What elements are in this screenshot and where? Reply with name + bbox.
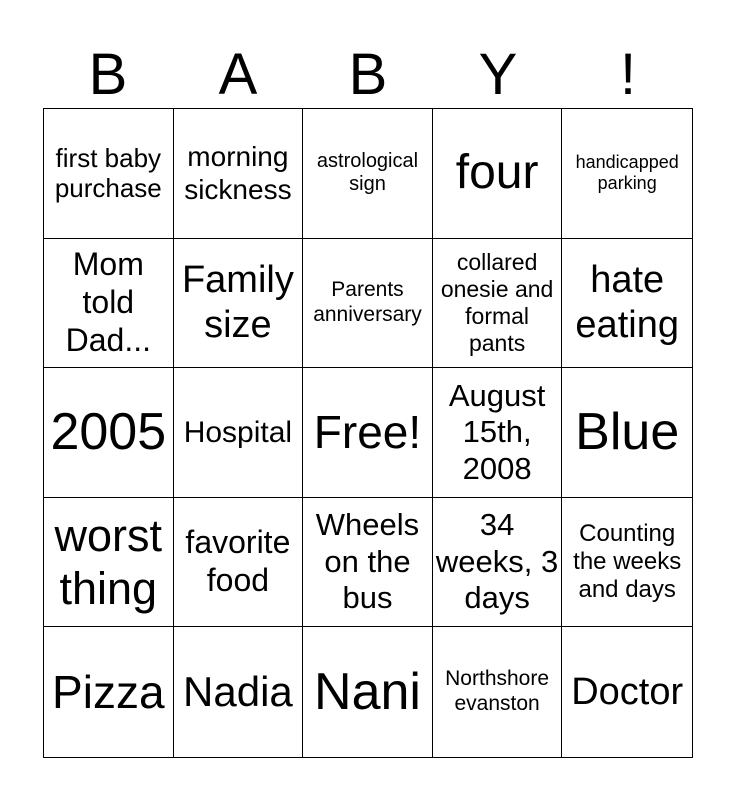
- header-letter-b2: B: [348, 42, 388, 107]
- bingo-cell-text: August 15th, 2008: [448, 377, 546, 486]
- bingo-cell[interactable]: [433, 239, 563, 369]
- bingo-cell[interactable]: [303, 239, 433, 369]
- bingo-cell-text: Nani: [314, 662, 421, 721]
- bingo-cell-text: Nadia: [183, 668, 293, 716]
- bingo-cell[interactable]: [44, 498, 174, 628]
- bingo-cell-text: 34 weeks, 3 days: [435, 507, 559, 616]
- bingo-cell-text: favorite food: [185, 524, 291, 599]
- bingo-cell-text: Mom told Dad...: [65, 246, 151, 358]
- bingo-cell[interactable]: [433, 368, 563, 498]
- bingo-cell[interactable]: [303, 498, 433, 628]
- bingo-cell-text: astrological sign: [316, 149, 419, 196]
- bingo-cell-text: morning sickness: [184, 141, 292, 206]
- bingo-board: [43, 108, 693, 758]
- header-letter-b: B: [88, 42, 128, 107]
- bingo-cell[interactable]: [44, 368, 174, 498]
- bingo-header: [43, 42, 693, 108]
- bingo-cell-text: worst thing: [54, 510, 163, 615]
- bingo-cell-text: first baby purchase: [54, 142, 162, 204]
- bingo-cell[interactable]: [562, 368, 692, 498]
- bingo-cell[interactable]: [433, 498, 563, 628]
- bingo-cell-text: Free!: [313, 406, 422, 459]
- bingo-cell-text: Wheels on the bus: [315, 507, 420, 616]
- bingo-cell-text: Hospital: [183, 415, 293, 449]
- bingo-cell-text: Parents anniversary: [313, 278, 422, 326]
- bingo-cell[interactable]: [174, 498, 304, 628]
- bingo-cell-text: collared onesie and formal pants: [440, 248, 554, 357]
- bingo-cell-text: Doctor: [571, 670, 684, 713]
- header-letter-a: A: [218, 42, 258, 107]
- bingo-cell[interactable]: [433, 109, 563, 239]
- bingo-cell[interactable]: [174, 109, 304, 239]
- bingo-cell[interactable]: [44, 109, 174, 239]
- bingo-cell[interactable]: [174, 239, 304, 369]
- bingo-cell[interactable]: [562, 109, 692, 239]
- bingo-cell-text: 2005: [50, 402, 167, 461]
- bingo-cell-text: Northshore evanston: [445, 667, 550, 716]
- bingo-cell[interactable]: [44, 627, 174, 757]
- bingo-cell-text: Pizza: [52, 666, 165, 719]
- bingo-cell-text: four: [455, 145, 539, 199]
- bingo-cell-text: Counting the weeks and days: [573, 519, 682, 604]
- bingo-cell-text: Blue: [575, 402, 680, 461]
- bingo-cell-text: Family size: [181, 259, 294, 346]
- header-letter-y: Y: [478, 42, 518, 107]
- bingo-cell[interactable]: [562, 627, 692, 757]
- bingo-cell[interactable]: [174, 368, 304, 498]
- bingo-free-cell[interactable]: [303, 368, 433, 498]
- bingo-cell-text: hate eating: [575, 259, 679, 346]
- bingo-cell[interactable]: [174, 627, 304, 757]
- bingo-cell[interactable]: [303, 627, 433, 757]
- bingo-cell[interactable]: [562, 239, 692, 369]
- bingo-cell[interactable]: [44, 239, 174, 369]
- bingo-cell[interactable]: [562, 498, 692, 628]
- bingo-cell-text: handicapped parking: [575, 152, 679, 194]
- bingo-cell[interactable]: [303, 109, 433, 239]
- bingo-cell[interactable]: [433, 627, 563, 757]
- header-letter-exclaim: !: [619, 42, 637, 107]
